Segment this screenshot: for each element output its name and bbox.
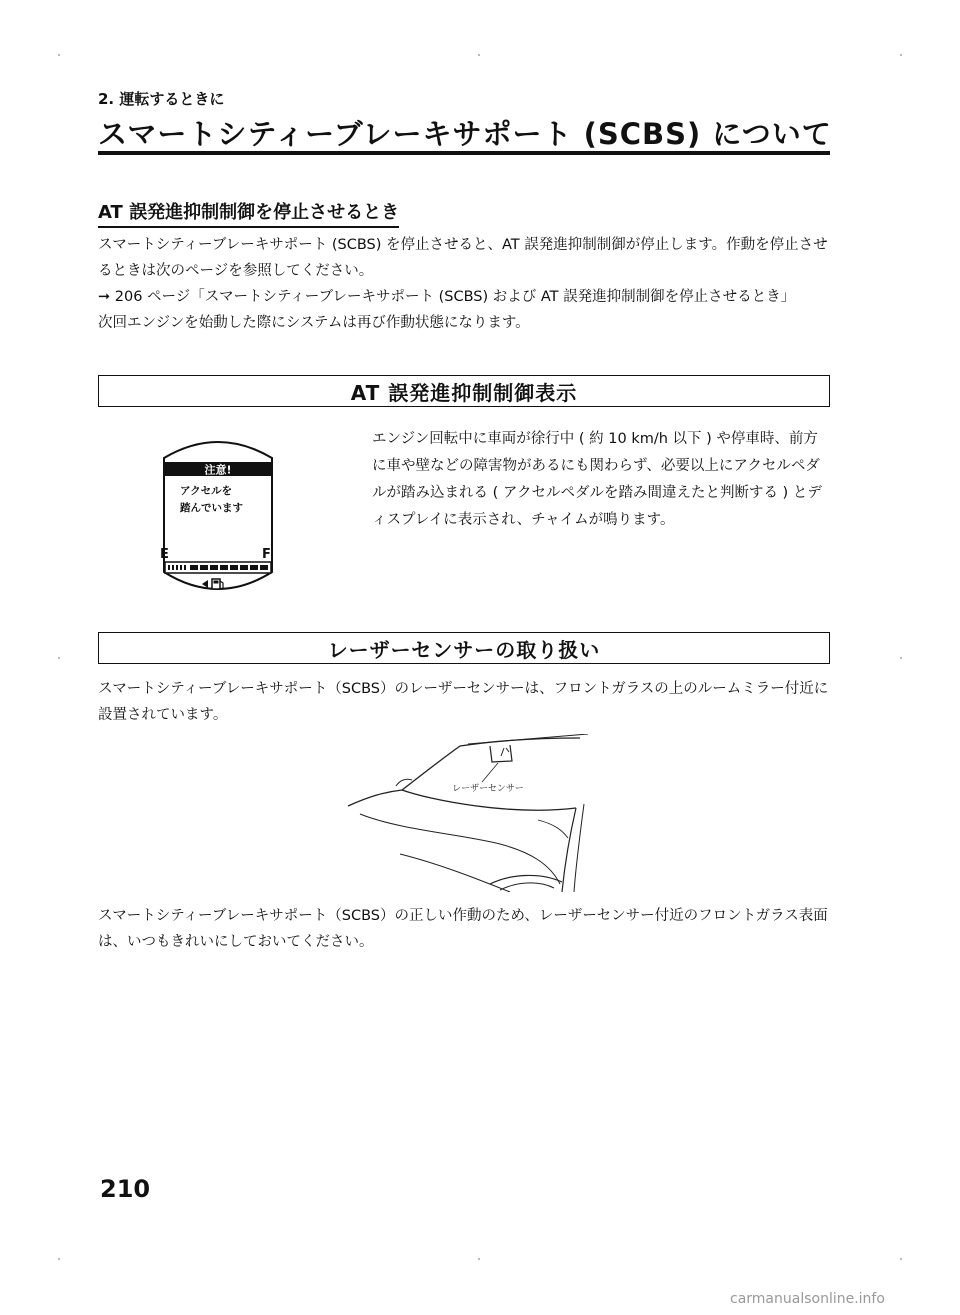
section3-paragraph-1: スマートシティーブレーキサポート（SCBS）のレーザーセンサーは、フロントガラスの上のルームミラー付近に設置されています。 <box>98 681 829 723</box>
gauge-full-label: F <box>262 547 271 562</box>
trim-mark <box>900 657 902 659</box>
trim-mark <box>58 54 60 56</box>
title-rule <box>98 151 830 155</box>
section1-body <box>98 232 830 336</box>
warning-label: 注意! <box>204 463 232 477</box>
trim-mark <box>478 54 480 56</box>
laser-sensor-car-illustration <box>340 734 590 892</box>
section2-heading: AT 誤発進抑制制御表示 <box>98 375 830 407</box>
chapter-label: 2. 運転するときに <box>98 90 225 108</box>
page-number: 210 <box>100 1175 151 1203</box>
watermark: carmanualsonline.info <box>730 1291 885 1307</box>
gauge-empty-label: E <box>160 547 169 562</box>
message-line-1: アクセルを <box>180 485 233 497</box>
page-title: スマートシティーブレーキサポート (SCBS) について <box>98 117 832 151</box>
message-line-2: 踏んでいます <box>180 502 243 514</box>
section2-description: エンジン回転中に車両が徐行中 ( 約 10 km/h 以下 ) や停車時、前方に車や壁などの障害物があるにも関わらず、必要以上にアクセルペダルが踏み込まれる ( アクセルペダルを踏み間違えたと判断する ) とディスプレイに表示され、チャイムが鳴ります。 <box>372 431 822 528</box>
laser-sensor-label: レーザーセンサー <box>452 784 524 794</box>
section3-heading: レーザーセンサーの取り扱い <box>98 632 830 664</box>
trim-mark <box>58 1258 60 1260</box>
trim-mark <box>900 54 902 56</box>
trim-mark <box>478 1258 480 1260</box>
section3-paragraph-2: スマートシティーブレーキサポート（SCBS）の正しい作動のため、レーザーセンサー付近のフロントガラス表面は、いつもきれいにしておいてください。 <box>98 908 828 950</box>
section1-paragraph-1: スマートシティーブレーキサポート (SCBS) を停止させると、AT 誤発進抑制制御が停止します。作動を停止させるときは次のページを参照してください。 <box>98 237 828 279</box>
section1-reference-link[interactable]: ➞ 206 ページ「スマートシティーブレーキサポート (SCBS) および AT 誤発進抑制制御を停止させるとき」 <box>98 289 796 305</box>
trim-mark <box>58 657 60 659</box>
section1-heading: AT 誤発進抑制制御を停止させるとき <box>98 198 399 228</box>
trim-mark <box>900 1258 902 1260</box>
warning-display-illustration <box>156 430 280 598</box>
section1-paragraph-3: 次回エンジンを始動した際にシステムは再び作動状態になります。 <box>98 315 530 331</box>
